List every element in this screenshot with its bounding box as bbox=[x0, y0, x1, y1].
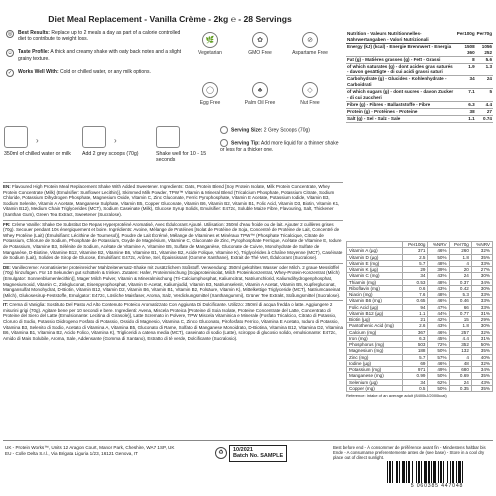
barcode-bar bbox=[433, 461, 436, 483]
barcode-bar bbox=[440, 461, 442, 483]
vitamin-row: Selenium (µg) 34 62% 24 43% bbox=[347, 379, 493, 385]
vitamin-row: Vitamin D (µg) 2.5 50% 1.8 35% bbox=[347, 254, 493, 260]
barcode-bar bbox=[450, 461, 451, 483]
step-2: Add 2 grey scoops (70g) bbox=[82, 126, 152, 157]
palm-icon: ♣ bbox=[252, 82, 268, 98]
vitamin-row: Manganese (mg) 0.99 50% 0.69 35% bbox=[347, 373, 493, 379]
serving-tip: Serving Tip: Add more liquid for a thinner shake or less for a thicker one. bbox=[220, 140, 339, 153]
estimate-mark: ℮ bbox=[230, 14, 236, 24]
vitamin-row: Vitamin E (mg) 5.7 48% 4 33% bbox=[347, 260, 493, 266]
scoop-icon bbox=[220, 126, 228, 134]
ingredients-en: EN: Flavoured High Protein Meal Replacement Shake With Added Sweetener. Ingredients: Oats, Protein Blend [Soy Protein Isolate, Milk Protein Concentrate, Whey Protein Concentrate (Milk) (Emulsifier: Sunflower Lecithin)], Skimmed Milk Powder, TPW™ Vitamin & Mineral Blend (Tricalcium Phosphate, Potassium Citrate, Sodium Chloride, Potassium Dihydrogen Phosphate, Magnesium Oxide, Vitamin C, Zinc Gluconate, Ferric Pyrophosphate, Vitamin E Acetate, Potassium Iodide, Vitamin B3, Sodium Selenite, Vitamin A Acetate, Manganese Sulphate, Vitamin B5, Copper Gluconate, Vitamin B6, Vitamin B2, Vitamin B1, Folic Acid, Vitamin D3, Biotin, Vitamin K1, Vitamin B12), Medium Chain Triglycerides (MCT), Sodium Caseinate (Milk), Glucose Syrup Solids, Emulsifier: E472c, Soluble Maize Fibre, Flavouring, Salt, Thickener (Xanthan Gum), Green Tea Extract, Sweetener (Sucralose). bbox=[3, 182, 343, 220]
nutrition-header: Nutrition - Valeurs Nutritionnelles- Nährwertangaben - Valori Nutrizionali Per100g Per70g bbox=[347, 31, 492, 42]
vitamin-row: Zinc (mg) 5.7 57% 4 40% bbox=[347, 354, 493, 360]
barcode-bar bbox=[428, 461, 430, 483]
lot-box bbox=[229, 445, 287, 462]
egg-icon: ◯ bbox=[202, 82, 218, 98]
vitamin-row: Vitamin K (µg) 29 39% 20 27% bbox=[347, 267, 493, 273]
nutrition-row: of which saturates (g) - dont acides gras saturés - davon gesättigte - di cui acidi grassi saturi 1.9 1.3 bbox=[347, 63, 492, 75]
claim-taste-profile: ☺ Taste Profile: A thick and creamy shake with oaty back notes and a slight grainy texture. bbox=[7, 49, 182, 62]
barcode-bar bbox=[412, 461, 413, 483]
serving-info bbox=[220, 126, 344, 158]
diet-badge-gmo-free: ✿ GMO Free bbox=[238, 32, 282, 56]
diet-badge-nut-free: ◇ Nut Free bbox=[288, 82, 332, 106]
vitamin-row: Vitamin A (µg) 371 46% 260 32% bbox=[347, 248, 493, 254]
barcode-bar bbox=[389, 461, 391, 483]
serving-size: Serving Size: 2 Grey Scoops (70g) bbox=[220, 126, 344, 134]
claim-best-results: ◎ Best Results: Replace up to 2 meals a day as part of a calorie controlled diet to contribute to weight loss. bbox=[7, 30, 181, 43]
barcode-bar bbox=[447, 461, 448, 483]
vitamin-row: Iron (mg) 6.3 45% 4.4 31% bbox=[347, 335, 493, 341]
ingredients-block bbox=[3, 182, 343, 343]
nutrition-table bbox=[346, 31, 493, 123]
taste-icon: ☺ bbox=[7, 50, 13, 57]
nutrition-row: of which sugars (g) - dont sucres - davon Zucker - di cui zuccheri 7.1 5 bbox=[347, 89, 492, 101]
barcode-bar bbox=[396, 461, 398, 483]
nutrition-row: Energy (kJ) (kcal) - Energie Brennwert - Energia 1508 360 1056 252 bbox=[347, 43, 492, 55]
nutrition-row: Fibre (g) - Fibres - Ballaststoffe - Fibre 6.3 4.4 bbox=[347, 101, 492, 107]
barcode-bar bbox=[431, 461, 432, 483]
diet-badge-palm-oil-free: ♣ Palm Oil Free bbox=[238, 82, 282, 106]
barcode-bar bbox=[399, 461, 400, 483]
vitamin-row: Niacin (mg) 7.6 48% 5.3 33% bbox=[347, 292, 493, 298]
ingredients-fr: FR: Crème Vanille: Shake De Substitut De Repas Hyperprotéiné Aromatisé, Avec Édulcorant Ajouté. Utilisation: 350ml d'eau froide ou de lait. Ajouter 2 cuillères grises (70g). Secouer pendant 10s énergiquement et boire. Ingrédients: Avoine, Mélange de Protéines [Isolat de Protéine de Soja, Concentré de Protéine de Lait, Concentré de Whey Protéine (Lait) (Émulsifiant: Lécithine de Tournesol)], Poudre de Lait Écrémé, Mélange de Vitamines et Minéraux TPW™ (Phosphate Tricalcique, Citrate de Potassium, Chlorure de Sodium, Phosphate de Potassium, Oxyde de Magnésium, Vitamine C, Gluconate de Zinc, Pyrophosphate Ferrique, Acétate de Vitamine E, Iodure de Potassium, Vitamine B3, Sélénite de Sodium, Acétate de Vitamine A, Vitamine B5, Sulfate de Manganèse, Gluconate de Cuivre, Monohydrate de Sulfate de Manganèse, D-Biotine, Vitamine B12, Vitamine B2, Vitamine B6, Vitamine B1, Vitamine B2, Acide Folique, Vitamine K), Triglycérides à Chaîne Moyenne (MCT), Caséinate de Sodium (Lait), Solides de Sirop de Glucose, Émulsifiant: E472c, Arôme, Sel, Épaississant (Gomme Xanthane), Extrait de Thé Vert, Édulcorant (Sucralose). bbox=[3, 220, 343, 263]
lot-date: 10/2021 bbox=[233, 447, 253, 453]
product-title: Diet Meal Replacement - Vanilla Crème - 2kg ℮ - 28 Servings bbox=[48, 14, 292, 24]
check-icon: ✓ bbox=[7, 69, 13, 76]
barcode-bar bbox=[456, 461, 457, 483]
vitamin-row: Riboflavin (mg) 0.6 43% 0.42 30% bbox=[347, 285, 493, 291]
barcode-bar bbox=[452, 461, 454, 483]
vitamin-row: Copper (mg) 0.5 50% 0.35 35% bbox=[347, 385, 493, 391]
nutrition-row: Carbohydrate (g) - Glucides - Kohlenhydrate - Carboidrati 34 24 bbox=[347, 76, 492, 88]
claim-works-well-with: ✓ Works Well With: Cold or chilled water, or any milk options. bbox=[7, 68, 151, 76]
barcode-bar bbox=[421, 461, 422, 483]
ingredients-it: IT: Crema di Vaniglia: Sostituto Del Pasto Ad Alto Contenuto Proteico Aromatizzato Con Aggiunta Di Dolcificante. Utilizzo: 350ml di acqua fredda o latte. Aggiungere 2 misurini grigi (70g). Agitare bene per 10 secondi e bere. Ingredienti: Avena, Miscela Proteica [Proteine di Soia Isolate, Proteine Concentrate del Latte, Concentrato di Proteine del Siero del Latte (Emulsionante: Lecitina di Girasole)], Latte Scremato in Polvere, TPW Miscela Vitaminica e Minerale (Fosfato Tricalcico, Citrato di Potassio, Cloruro di Sodio, Potassio Diidrogeno Fosfato di Potassio, Ossido di Magnesio, Vitamina C, Zinco Gluconato, Pirofosfato Ferrico, Vitamina E Acetato, Ioduro di Potassio, Vitamina B3, Selenito di Sodio, Acetato di Vitamina A, Vitamina B5, Gluconato di Rame, Solfato di Manganese Monoidrato, D-Biotina, Vitamina B12, Vitamina D2, Vitamina B6, Vitamina B1, Vitamina B2, Acido Folico, Vitamina K), Trigliceridi a catena media (MCT), caseinato di sodio (Latte), sciroppo di glucosio solido, emulsionante: E472c, Amido di Mais Solubile, Aroma, Sale, Addensante (Gomma di Xantano), Estratto di tè verde, Dolcificante (Sucralosio). bbox=[3, 300, 343, 343]
barcode-bar bbox=[416, 461, 417, 483]
nutrition-row: Protein (g) - Protéines - Proteine 38 27 bbox=[347, 108, 492, 114]
tip-icon bbox=[220, 139, 228, 147]
manufacturer-address: UK - Protein Works™, Units 12 Aragon Court, Manor Park, Cheshire, WA7 1SP, UK EU - Colle Delta S.r.l., Via Brigata Liguria 1/23, 16121 Genova, IT bbox=[5, 445, 175, 456]
leaf-icon: 🌿 bbox=[202, 32, 218, 48]
barcode-bar bbox=[443, 461, 444, 483]
vitamin-row: Magnesium (mg) 188 50% 132 35% bbox=[347, 348, 493, 354]
diet-badge-vegetarian: 🌿 Vegetarian bbox=[188, 32, 232, 56]
barcode-bar bbox=[408, 461, 410, 483]
shaker-icon bbox=[156, 126, 180, 148]
vitamin-row: Phosphorus (mg) 503 72% 352 50% bbox=[347, 342, 493, 348]
diet-badge-aspartame-free: ⊘ Aspartame Free bbox=[288, 32, 332, 56]
dna-icon: ✿ bbox=[252, 32, 268, 48]
barcode-bar bbox=[424, 461, 427, 483]
target-icon: ◎ bbox=[7, 31, 13, 37]
vitamin-row: Calcium (mg) 367 46% 257 32% bbox=[347, 329, 493, 335]
barcode-bar bbox=[458, 461, 461, 483]
nut-icon: ◇ bbox=[302, 82, 318, 98]
vitamin-row: Biotin (µg) 21 42% 15 29% bbox=[347, 317, 493, 323]
glass-icon bbox=[4, 126, 28, 148]
barcode-bar bbox=[418, 461, 420, 483]
vitamins-header: Per100g %NRV Per70g %NRV bbox=[347, 242, 493, 248]
arrow-right-icon: › bbox=[114, 136, 117, 145]
vitamin-row: Thiamin (mg) 0.53 48% 0.37 34% bbox=[347, 279, 493, 285]
lot-batch: Batch No. SAMPLE bbox=[233, 453, 284, 460]
reference-intake-note: Reference: Intake of an average adult (8400kJ/2000kcal) bbox=[346, 393, 447, 398]
best-before-text: Best before end - À consommer de préférence avant fin - Mindestens haltbar bis Ende - A consumarse preferentemente antes de (see base) - Store in a cool dry place out of direct sunlight. bbox=[333, 445, 486, 461]
aspartame-free-icon: ⊘ bbox=[302, 32, 318, 48]
nutrition-row: Fat (g) - Matières grasses (g) - Fett - Grassi 8 5.6 bbox=[347, 56, 492, 62]
barcode-bar bbox=[402, 461, 405, 483]
scoop-icon bbox=[82, 126, 106, 148]
nutrition-row: Salt (g) - Sel - Salz - Sale 1.1 0.74 bbox=[347, 115, 492, 121]
vitamins-table bbox=[346, 241, 493, 398]
vitamin-row: Folic Acid (µg) 94 47% 66 33% bbox=[347, 304, 493, 310]
barcode-bar bbox=[462, 461, 463, 483]
barcode-bar bbox=[387, 461, 388, 483]
label-footer bbox=[3, 440, 493, 492]
barcode-bar bbox=[438, 461, 439, 483]
barcode-bars bbox=[383, 461, 491, 483]
ingredients-de: DE: Vanillecreme: Aromatisierter proteinreicher Mahlzeitenersatz-Shake mit zusätzlichem Süßstoff. Verwendung: 350ml gekühltes Wasser oder Milch. 2 graue Messlöffel (70g) hinzufügen. Für 10 Sekunden gut schütteln & trinken. Zutaten: Hafer, Proteinmischung [Sojaproteinisolat, Milch Proteinkonzentrat, Whey-Protein-Konzentrat (Milch) (Emulgator: Sonnenblumenlecithin)], Mager Milch Pulver, Vitamin & Mineralmischung (Tri-Calciumphosphat, Kaliumcitrat, Natriumchlorid, Kaliumdihydrogenphosphat, Magnesiumoxid, Vitamin C, Zinkgluconat, Eisenpyrophosphat, Vitamin E-Acetat, Kaliumjodid, Vitamin B3, Natriumselenit, Vitamin A Acetat, Vitamin B5, Kupfergluconat, Mangansulfat Monohydrat, D-Biotin, Vitamin B12, Vitamin D2, Vitamin B6, Vitamin B1, Vitamin B2, Folsäure, Vitamin K), Mittelkettige Triglyceride (MCT), Natriumcaseinat (Milch), Glukosesirup-Feststoffe, Emulgator: E472c, Lösliche Maisfaser, Aroma, Salz, Verdickungsmittel (Xanthangummi), Grüner Tee Extrakt, Süßungsmittel (Sucralose). bbox=[3, 263, 343, 301]
vitamin-row: Vitamin B6 (mg) 0.65 46% 0.46 33% bbox=[347, 298, 493, 304]
barcode-number: 5 060385 447048 bbox=[410, 483, 464, 489]
vitamin-row: Potassium (mg) 971 49% 680 34% bbox=[347, 367, 493, 373]
step-1: 350ml of chilled water or milk bbox=[4, 126, 74, 157]
vitamin-row: Iodine (µg) 69 46% 48 32% bbox=[347, 360, 493, 366]
barcode-bar bbox=[406, 461, 407, 483]
claims-list bbox=[6, 30, 186, 82]
diet-badge-egg-free: ◯ Egg Free bbox=[188, 82, 232, 106]
barcode-bar bbox=[392, 461, 393, 483]
recycle-icon: ♻ bbox=[215, 447, 227, 459]
arrow-right-icon: › bbox=[36, 136, 39, 145]
vitamin-row: Pantothenic Acid (mg) 2.6 43% 1.8 30% bbox=[347, 323, 493, 329]
vitamin-row: Vitamin B12 (µg) 1.1 44% 0.77 31% bbox=[347, 310, 493, 316]
step-3: Shake well for 10 - 15 seconds bbox=[156, 126, 226, 163]
vitamin-row: Vitamin C (mg) 34 43% 24 30% bbox=[347, 273, 493, 279]
